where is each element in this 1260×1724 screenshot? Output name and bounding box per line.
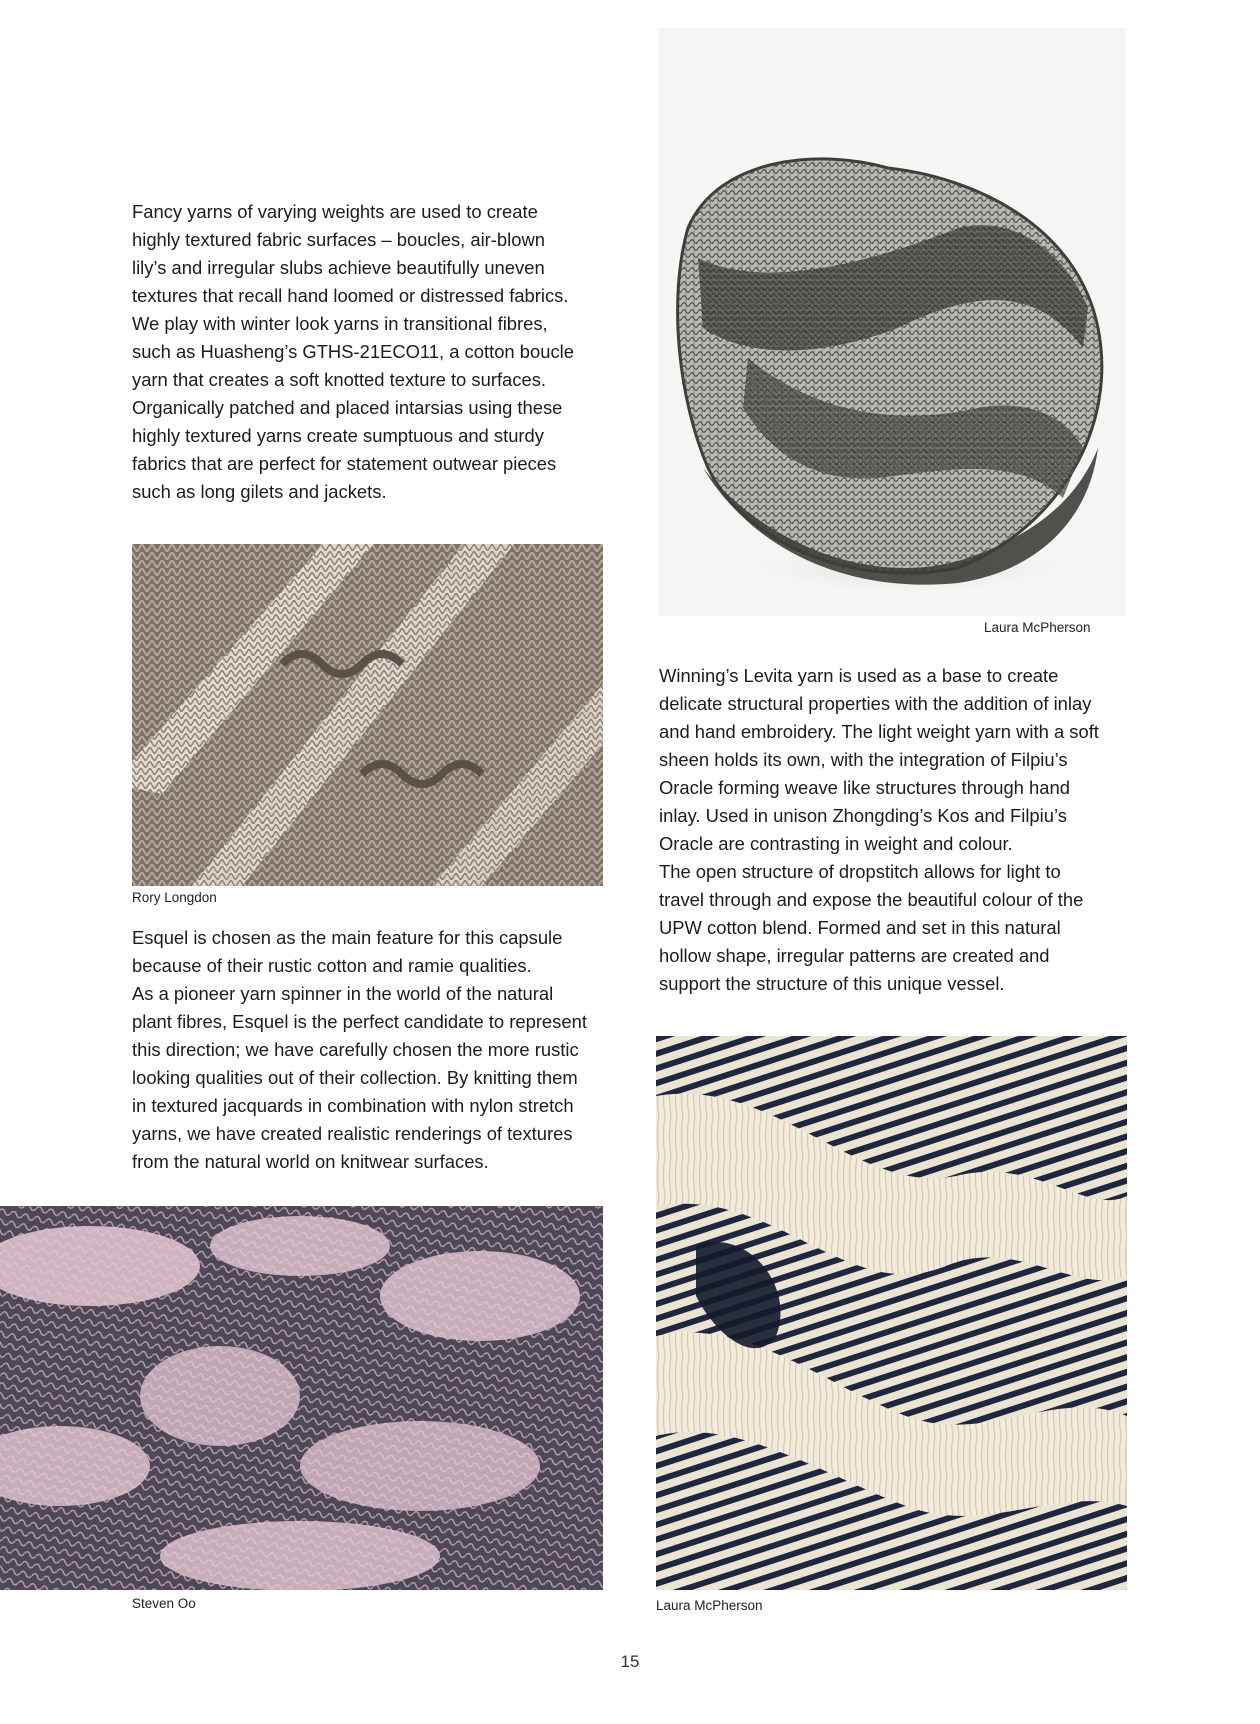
text-line: because of their rustic cotton and ramie qualities. <box>132 955 532 976</box>
text-line: Oracle forming weave like structures through hand <box>659 777 1070 798</box>
wire-vessel-caption: Laura McPherson <box>984 620 1091 635</box>
text-line: Organically patched and placed intarsias using these <box>132 397 563 418</box>
text-line: inlay. Used in unison Zhongding’s Kos and Filpiu’s <box>659 805 1067 826</box>
text-line: Oracle are contrasting in weight and colour. <box>659 833 1013 854</box>
fringe-stripe-caption: Laura McPherson <box>656 1598 763 1613</box>
text-line: fabrics that are perfect for statement outwear pieces <box>132 453 557 474</box>
pink-jacquard-photo <box>0 1206 603 1590</box>
text-line: plant fibres, Esquel is the perfect candidate to represent <box>132 1011 587 1032</box>
text-line: yarn that creates a soft knotted texture to surfaces. <box>132 369 547 390</box>
text-line: As a pioneer yarn spinner in the world of the natural <box>132 983 554 1004</box>
text-line: UPW cotton blend. Formed and set in this natural <box>659 917 1061 938</box>
text-line: We play with winter look yarns in transitional fibres, <box>132 313 548 334</box>
text-line: highly textured yarns create sumptuous and sturdy <box>132 425 544 446</box>
text-line: sheen holds its own, with the integration of Filpiu’s <box>659 749 1068 770</box>
text-line: yarns, we have created realistic renderings of textures <box>132 1123 573 1144</box>
text-line: support the structure of this unique vessel. <box>659 973 1005 994</box>
text-line: The open structure of dropstitch allows for light to <box>659 861 1061 882</box>
text-line: looking qualities out of their collection. By knitting them <box>132 1067 578 1088</box>
cable-knit-caption: Rory Longdon <box>132 890 217 905</box>
text-line: and hand embroidery. The light weight yarn with a soft <box>659 721 1099 742</box>
fancy-yarns-paragraph <box>132 198 602 506</box>
text-line: highly textured fabric surfaces – boucles, air-blown <box>132 229 545 250</box>
text-line: such as long gilets and jackets. <box>132 481 387 502</box>
cable-knit-photo <box>132 544 603 886</box>
pink-jacquard-caption: Steven Oo <box>132 1596 196 1611</box>
text-line: textures that recall hand loomed or distressed fabrics. <box>132 285 569 306</box>
fringe-stripe-photo <box>656 1036 1127 1590</box>
text-line: this direction; we have carefully chosen the more rustic <box>132 1039 579 1060</box>
text-line: Winning’s Levita yarn is used as a base to create <box>659 665 1059 686</box>
wire-vessel-photo <box>658 28 1126 616</box>
text-line: such as Huasheng’s GTHS-21ECO11, a cotton boucle <box>132 341 574 362</box>
text-line: travel through and expose the beautiful colour of the <box>659 889 1084 910</box>
text-line: hollow shape, irregular patterns are created and <box>659 945 1050 966</box>
esquel-paragraph <box>132 924 612 1176</box>
text-line: Esquel is chosen as the main feature for this capsule <box>132 927 563 948</box>
text-line: lily’s and irregular slubs achieve beautifully uneven <box>132 257 545 278</box>
text-line: delicate structural properties with the addition of inlay <box>659 693 1092 714</box>
text-line: Fancy yarns of varying weights are used to create <box>132 201 538 222</box>
text-line: from the natural world on knitwear surfaces. <box>132 1151 489 1172</box>
page-number: 15 <box>620 1652 640 1671</box>
text-line: in textured jacquards in combination with nylon stretch <box>132 1095 574 1116</box>
levita-yarn-paragraph <box>659 662 1129 998</box>
